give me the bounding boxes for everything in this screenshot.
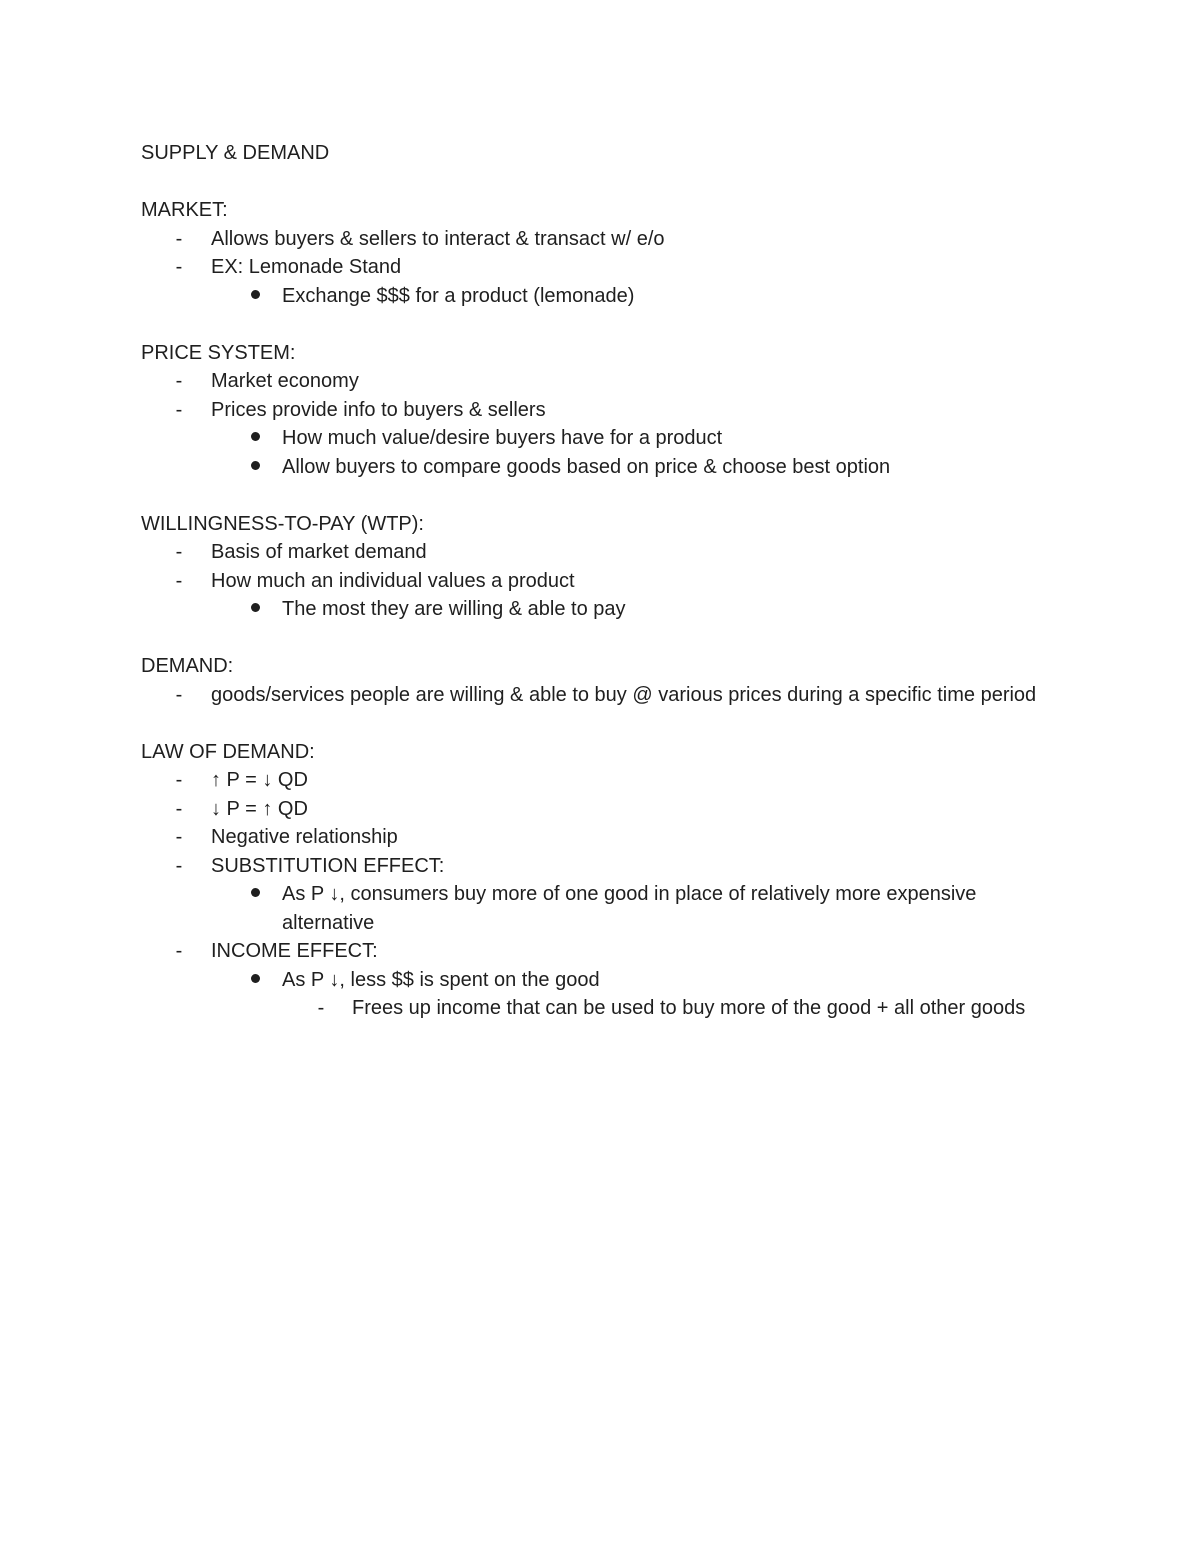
list-item-text: ↓ P = ↑ QD <box>211 797 308 820</box>
bullet-icon <box>245 453 265 482</box>
list-item <box>141 966 1051 995</box>
sections-container <box>141 196 1051 1023</box>
list-item <box>141 453 1051 482</box>
list-item-text: The most they are willing & able to pay <box>282 598 626 620</box>
list-item-text: As P ↓, less $$ is spent on the good <box>282 968 600 991</box>
list-item-text: SUBSTITUTION EFFECT: <box>211 854 445 877</box>
spacer <box>141 481 1051 510</box>
list-item <box>141 225 1051 254</box>
notes-body <box>141 139 1051 1023</box>
list-item <box>141 766 1051 795</box>
list-item-text: How much an individual values a product <box>211 569 575 592</box>
list-item-text: Allows buyers & sellers to interact & transact w/ e/o <box>211 227 665 250</box>
bullet-dot <box>251 603 260 612</box>
section <box>141 339 1051 510</box>
bullet-icon <box>245 595 265 624</box>
list-item <box>141 880 1051 937</box>
bullet-icon <box>245 282 265 311</box>
section <box>141 652 1051 738</box>
dash-marker: - <box>175 398 183 421</box>
list-item-text: Allow buyers to compare goods based on price & choose best option <box>282 455 891 478</box>
section-heading: DEMAND: <box>141 655 234 677</box>
spacer <box>141 310 1051 339</box>
list-item <box>141 253 1051 282</box>
list-item-text: Negative relationship <box>211 826 398 848</box>
list-item <box>141 367 1051 396</box>
spacer <box>141 709 1051 738</box>
list-item <box>141 282 1051 311</box>
dash-marker: - <box>175 797 183 820</box>
list-item <box>141 567 1051 596</box>
section-heading: PRICE SYSTEM: <box>141 341 296 364</box>
section-heading: WILLINGNESS-TO-PAY (WTP): <box>141 512 424 535</box>
bullet-icon <box>245 966 265 995</box>
list-item <box>141 595 1051 624</box>
section-heading: LAW OF DEMAND: <box>141 740 315 763</box>
dash-marker: - <box>175 854 183 877</box>
dash-marker: - <box>175 541 183 563</box>
list-item-text: As P ↓, consumers buy more of one good in place of relatively more expensive alternative <box>282 883 977 934</box>
dash-marker: - <box>175 826 183 848</box>
list-item-text: EX: Lemonade Stand <box>211 256 402 278</box>
spacer <box>141 168 1051 197</box>
dash-marker: - <box>175 256 183 278</box>
list-item <box>141 681 1051 710</box>
bullet-icon <box>245 424 265 453</box>
list-item <box>141 994 1051 1023</box>
dash-marker: - <box>175 940 183 962</box>
dash-marker: - <box>317 997 325 1019</box>
list-item-text: How much value/desire buyers have for a product <box>282 427 723 449</box>
section <box>141 196 1051 339</box>
list-item-text: goods/services people are willing & able to buy @ various prices during a specific time period <box>211 683 1037 706</box>
list-item-text: INCOME EFFECT: <box>211 940 378 962</box>
section-heading: MARKET: <box>141 199 228 221</box>
list-item-text: Market economy <box>211 370 359 392</box>
list-item-text: Prices provide info to buyers & sellers <box>211 398 546 421</box>
list-item <box>141 424 1051 453</box>
bullet-dot <box>251 461 260 470</box>
spacer <box>141 624 1051 653</box>
bullet-dot <box>251 290 260 299</box>
list-item-text: Frees up income that can be used to buy more of the good + all other goods <box>352 997 1026 1019</box>
dash-marker: - <box>175 569 183 592</box>
bullet-dot <box>251 888 260 897</box>
bullet-dot <box>251 974 260 983</box>
dash-marker: - <box>175 769 183 791</box>
list-item <box>141 538 1051 567</box>
list-item-text: Basis of market demand <box>211 541 427 563</box>
dash-marker: - <box>175 683 183 706</box>
list-item <box>141 937 1051 966</box>
page-title: SUPPLY & DEMAND <box>141 142 330 164</box>
list-item <box>141 823 1051 852</box>
section <box>141 510 1051 653</box>
bullet-dot <box>251 432 260 441</box>
bullet-icon <box>245 880 265 909</box>
dash-marker: - <box>175 370 183 392</box>
dash-marker: - <box>175 227 183 250</box>
list-item <box>141 852 1051 881</box>
list-item <box>141 795 1051 824</box>
section <box>141 738 1051 1023</box>
list-item-text: Exchange $$$ for a product (lemonade) <box>282 284 635 307</box>
list-item <box>141 396 1051 425</box>
list-item-text: ↑ P = ↓ QD <box>211 769 308 791</box>
